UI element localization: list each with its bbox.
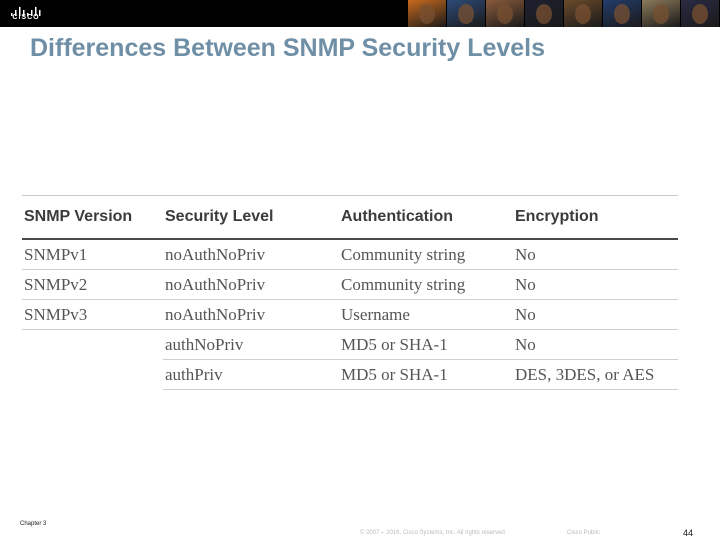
header-photo (408, 0, 446, 27)
header-security-level: Security Level (163, 196, 339, 240)
person-icon (653, 4, 669, 24)
cell-authentication: Community string (339, 270, 513, 300)
person-icon (419, 4, 435, 24)
cell-security-level: authPriv (163, 360, 339, 390)
cell-encryption: No (513, 239, 678, 270)
cell-authentication: Community string (339, 239, 513, 270)
slide-title: Differences Between SNMP Security Levels (30, 34, 546, 62)
table-row (22, 300, 678, 330)
cell-snmp-version (22, 330, 163, 360)
header-photo (681, 0, 719, 27)
header-snmp-version: SNMP Version (22, 196, 163, 240)
header-photo (564, 0, 602, 27)
security-levels-table-container (22, 195, 678, 390)
cell-encryption: No (513, 270, 678, 300)
person-icon (497, 4, 513, 24)
cell-snmp-version (22, 360, 163, 390)
table-row (22, 270, 678, 300)
cell-encryption: No (513, 300, 678, 330)
cell-security-level: noAuthNoPriv (163, 270, 339, 300)
security-levels-table (22, 195, 678, 390)
cell-authentication: MD5 or SHA-1 (339, 360, 513, 390)
header-photo (447, 0, 485, 27)
cell-snmp-version: SNMPv1 (22, 239, 163, 270)
header-bar (0, 0, 720, 27)
table-row (22, 330, 678, 360)
header-photo (642, 0, 680, 27)
person-icon (575, 4, 591, 24)
table-row (22, 239, 678, 270)
logo-wordmark: CISCO (12, 14, 40, 21)
person-icon (536, 4, 552, 24)
header-photo (603, 0, 641, 27)
person-icon (458, 4, 474, 24)
cell-security-level: noAuthNoPriv (163, 239, 339, 270)
table-row (22, 360, 678, 390)
footer-copyright: © 2007 – 2016, Cisco Systems, Inc. All rights reserved. (360, 530, 507, 536)
cell-snmp-version: SNMPv2 (22, 270, 163, 300)
person-icon (692, 4, 708, 24)
header-photo (525, 0, 563, 27)
cell-encryption: DES, 3DES, or AES (513, 360, 678, 390)
cell-encryption: No (513, 330, 678, 360)
cell-snmp-version: SNMPv3 (22, 300, 163, 330)
header-encryption: Encryption (513, 196, 678, 240)
cisco-logo (8, 4, 44, 23)
person-icon (614, 4, 630, 24)
footer-chapter: Chapter 3 (20, 521, 47, 527)
header-photo-strip (408, 0, 720, 27)
cell-security-level: noAuthNoPriv (163, 300, 339, 330)
page-number: 44 (683, 528, 694, 538)
header-photo (486, 0, 524, 27)
cell-authentication: MD5 or SHA-1 (339, 330, 513, 360)
header-authentication: Authentication (339, 196, 513, 240)
cell-authentication: Username (339, 300, 513, 330)
table-header-row (22, 196, 678, 240)
footer-classification: Cisco Public (567, 530, 601, 536)
cell-security-level: authNoPriv (163, 330, 339, 360)
